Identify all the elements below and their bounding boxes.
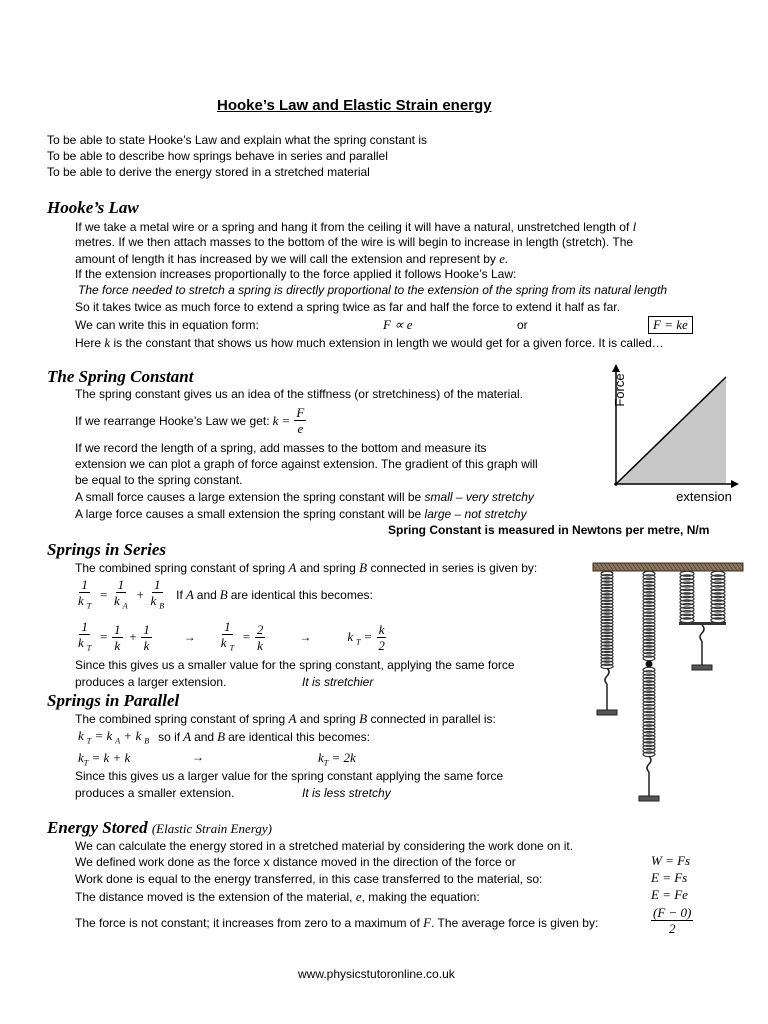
- hooke-p6: We can write this in equation form:: [75, 318, 259, 332]
- frac-1-over-kb: $\frac{1}{k _B}$: [150, 577, 165, 611]
- spring-constant-heading: The Spring Constant: [47, 367, 194, 386]
- series-heading: Springs in Series: [47, 540, 167, 559]
- or-label: or: [517, 318, 528, 332]
- frac-1-over-kt-c: $\frac{1}{k _T}$: [220, 619, 235, 653]
- hooke-p1: If we take a metal wire or a spring and hang it from the ceiling it will have a natural, unstretched length of l: [75, 219, 637, 234]
- arrow-icon: →: [299, 630, 312, 645]
- spring-constant-p6: A small force causes a large extension the spring constant will be small – very stretchy: [75, 490, 534, 504]
- parallel-formula: k $_T$ = k $_A$ + k $_B$ so if A and B are identical this becomes:: [78, 728, 371, 746]
- spring-constant-p4: extension we can plot a graph of force against extension. The gradient of this graph will: [75, 457, 538, 471]
- series-identical-formula: $\frac{1}{k _T}$ = $\frac{1}{k}$ + $\frac{1}{k}$ → $\frac{1}{k _T}$ = $\frac{2}{k}$ → k $_T$ = $\frac{k}{2}$: [75, 619, 393, 656]
- single-spring-mass: [597, 668, 617, 715]
- series-p3: produces a larger extension.: [75, 675, 227, 689]
- ceiling-beam: [593, 563, 743, 571]
- parallel-note: It is less stretchy: [302, 786, 391, 800]
- spring-constant-p3: If we record the length of a spring, add masses to the bottom and measure its: [75, 441, 487, 455]
- objective-2: To be able to describe how springs behave in series and parallel: [47, 149, 388, 163]
- footer-url: www.physicstutoronline.co.uk: [298, 967, 455, 981]
- spring-constant-p7: A large force causes a small extension the spring constant will be large – not stretchy: [75, 507, 527, 521]
- energy-equation-fe: E = Fe: [651, 887, 688, 902]
- hooke-p2: metres. If we then attach masses to the bottom of the wire is will begin to increase in length (stretch). The: [75, 235, 634, 249]
- force-extension-graph: [590, 360, 740, 510]
- graph-y-label: Force: [612, 373, 627, 407]
- series-joint: [646, 661, 653, 668]
- series-spring-top: [643, 571, 655, 660]
- proportional-equation: F ∝ e: [383, 317, 413, 332]
- parallel-spring-left: [680, 571, 694, 622]
- series-spring-bottom: [643, 667, 655, 756]
- arrow-icon: →: [183, 630, 196, 645]
- series-formula: $\frac{1}{k _T}$ = $\frac{1}{k _A}$ + $\frac{1}{k _B}$ If A and B are identical this becomes:: [75, 577, 376, 614]
- work-equation: W = Fs: [651, 853, 691, 868]
- frac-1-over-ka: $\frac{1}{k _A}$: [114, 577, 128, 611]
- hooke-law-statement: The force needed to stretch a spring is directly proportional to the extension of the spring from its natural length: [78, 283, 667, 297]
- parallel-p3: produces a smaller extension.: [75, 786, 235, 800]
- frac-1-over-kt-b: $\frac{1}{k _T}$: [78, 619, 92, 653]
- springs-illustration: [590, 560, 745, 810]
- parallel-spring-mass: [692, 625, 712, 670]
- page-title: Hooke’s Law and Elastic Strain energy: [217, 97, 492, 114]
- objective-3: To be able to derive the energy stored in a stretched material: [47, 165, 370, 179]
- objective-1: To be able to state Hooke’s Law and explain what the spring constant is: [47, 133, 428, 147]
- average-force-fraction: $\frac{(F - 0)}{2}$: [653, 905, 692, 936]
- frac-1-over-k-a: $\frac{1}{k}$: [114, 621, 121, 653]
- parallel-p1: The combined spring constant of spring A and spring B connected in parallel is:: [75, 711, 496, 726]
- energy-equation-fs: E = Fs: [651, 870, 688, 885]
- spring-constant-units: Spring Constant is measured in Newtons per metre, N/m: [388, 523, 710, 537]
- series-note: It is stretchier: [302, 675, 374, 689]
- hooke-p5: So it takes twice as much force to extend a spring twice as far and half the force to extend it half as far.: [75, 300, 620, 314]
- energy-p4: The distance moved is the extension of the material, e, making the equation:: [75, 889, 480, 904]
- energy-heading: Energy Stored (Elastic Strain Energy): [47, 818, 272, 837]
- springs-group: [597, 571, 726, 801]
- frac-1-over-k-b: $\frac{1}{k}$: [143, 621, 150, 653]
- energy-p1: We can calculate the energy stored in a stretched material by considering the work done on it.: [75, 839, 574, 853]
- graph-x-label: extension: [676, 489, 732, 504]
- frac-k-over-2: $\frac{k}{2}$: [378, 621, 385, 653]
- spring-constant-rearranged: If we rearrange Hooke’s Law we get: k = $\frac{F}{e}$: [75, 405, 312, 436]
- spring-constant-p5: be equal to the spring constant.: [75, 473, 243, 487]
- energy-p2: We defined work done as the force x distance moved in the direction of the force or: [75, 855, 516, 869]
- parallel-heading: Springs in Parallel: [47, 691, 180, 710]
- hooke-heading: Hooke’s Law: [47, 198, 139, 217]
- series-p2: Since this gives us a smaller value for the spring constant, applying the same force: [75, 658, 515, 672]
- frac-2-over-k: $\frac{2}{k}$: [256, 621, 264, 653]
- hooke-p7: Here k is the constant that shows us how much extension in length we would get for a given force. It is called…: [75, 335, 664, 350]
- spring-constant-p1: The spring constant gives us an idea of the stiffness (or stretchiness) of the material.: [75, 387, 524, 401]
- frac-1-over-kt: $\frac{1}{k _T}$: [78, 577, 92, 611]
- single-spring: [601, 571, 613, 668]
- k-fraction: $\frac{F}{e}$: [296, 405, 305, 436]
- series-p1: The combined spring constant of spring A and spring B connected in series is given by:: [75, 560, 538, 575]
- hooke-equation-box: F = ke: [648, 316, 693, 334]
- parallel-identical: $k_T = k + k$: [78, 750, 131, 768]
- hooke-p4: If the extension increases proportionally to the force applied it follows Hooke’s Law:: [75, 267, 517, 281]
- graph-y-arrow: [612, 364, 620, 372]
- graph-x-arrow: [731, 480, 739, 488]
- energy-p3: Work done is equal to the energy transferred, in this case transferred to the material, so:: [75, 872, 543, 886]
- parallel-spring-right: [711, 571, 725, 622]
- energy-p5: The force is not constant; it increases from zero to a maximum of F. The average force is given by:: [75, 915, 599, 930]
- series-spring-mass: [639, 756, 659, 801]
- arrow-icon: →: [192, 750, 204, 764]
- parallel-result: $k_T = 2k$: [318, 750, 356, 768]
- hooke-p3: amount of length it has increased by we will call the extension and represent by e.: [75, 251, 509, 266]
- parallel-p2: Since this gives us a larger value for the spring constant applying the same force: [75, 769, 504, 783]
